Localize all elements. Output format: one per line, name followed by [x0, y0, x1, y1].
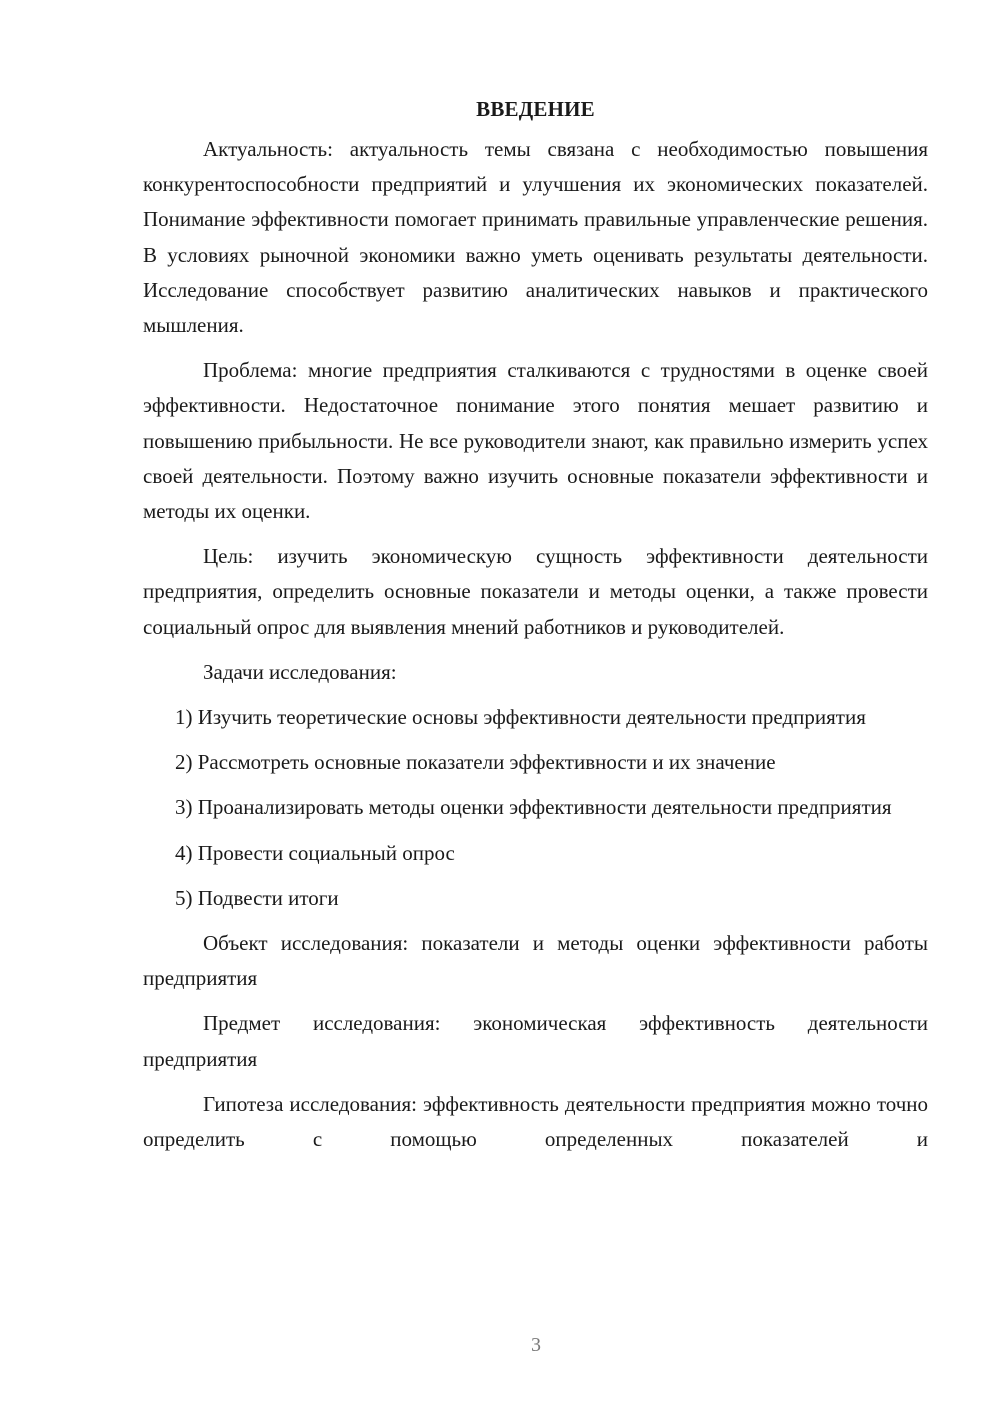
document-page	[143, 92, 928, 1157]
problem-paragraph: Проблема: многие предприятия сталкиваются с трудностями в оценке своей эффективности. Недостаточное понимание этого понятия мешает развитию и повышению прибыльности. Не все руководители знают, как правильно измерить успех своей деятельности. Поэтому важно изучить основные показатели эффективности и методы их оценки.	[143, 358, 928, 524]
list-item: 4) Провести социальный опрос	[175, 840, 455, 865]
list-item: 1) Изучить теоретические основы эффективности деятельности предприятия	[175, 705, 866, 730]
list-item: 3) Проанализировать методы оценки эффективности деятельности предприятия	[175, 795, 892, 820]
object-paragraph: Объект исследования: показатели и методы оценки эффективности работы предприятия	[143, 931, 928, 991]
hypothesis-paragraph: Гипотеза исследования: эффективность деятельности предприятия можно точно определить с помощью определенных показателей и	[143, 1091, 928, 1152]
relevance-paragraph: Актуальность: актуальность темы связана с необходимостью повышения конкурентоспособности предприятий и улучшения их экономических показателей. Понимание эффективности помогает принимать правильные управленческие решения. В условиях рыночной экономики важно уметь оценивать результаты деятельности. Исследование способствует развитию аналитических навыков и практического мышления.	[143, 137, 928, 338]
page-number: 3	[531, 1334, 541, 1356]
subject-paragraph: Предмет исследования: экономическая эффективность деятельности предприятия	[143, 1011, 928, 1071]
goal-paragraph: Цель: изучить экономическую сущность эффективности деятельности предприятия, определить основные показатели и методы оценки, а также провести социальный опрос для выявления мнений работников и руководителей.	[143, 544, 928, 639]
list-item: 2) Рассмотреть основные показатели эффективности и их значение	[175, 750, 776, 775]
tasks-heading: Задачи исследования:	[203, 659, 397, 684]
list-item: 5) Подвести итоги	[175, 885, 339, 910]
page-title: ВВЕДЕНИЕ	[476, 97, 595, 121]
